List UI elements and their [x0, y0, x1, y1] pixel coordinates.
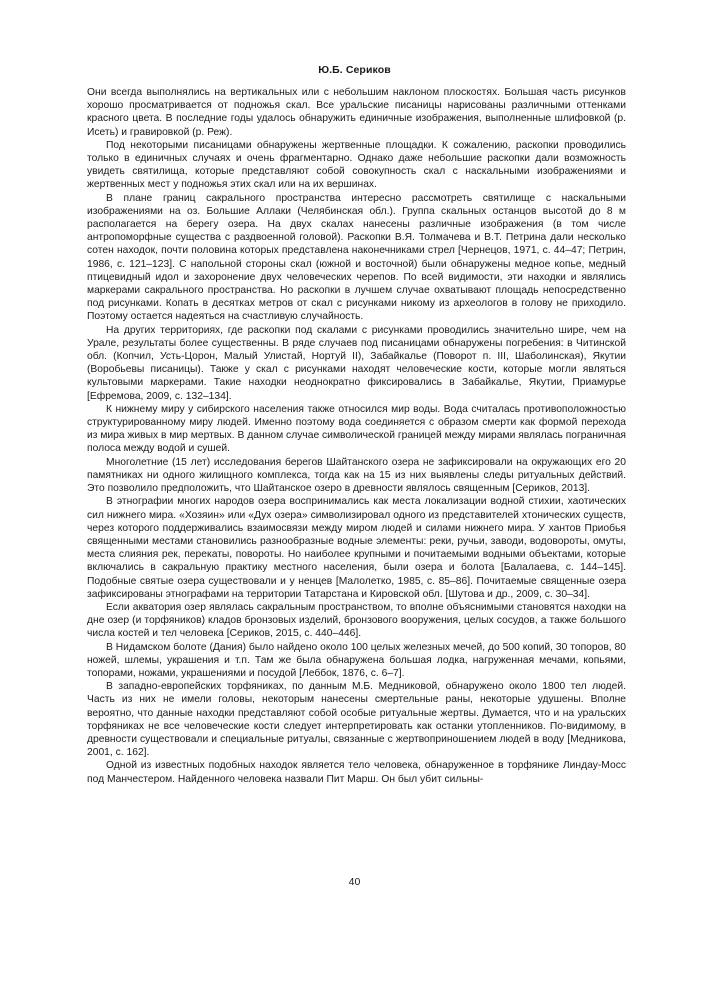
paragraph: В плане границ сакрального пространства интересно рассмотреть святилище с наскальными изображениями на оз. Большие Аллаки (Челябинская обл.). Группа скальных останцов высотой до 8 м располагается на берегу озера. На двух скалах нанесены различные изображения (в том числе антропоморфные существа с раздвоенной головой). Раскопки В.Я. Толмачева и В.Т. Петрина дали несколько сотен находок, почти половина которых представлена наконечниками стрел [Чернецов, 1971, с. 44–47; Петрин, 1986, с. 121–123]. С напольной стороны скал (южной и восточной) были обнаружены медное копье, медный птицевидный идол и захоронение двух человеческих черепов. По всей видимости, эти находки и являлись маркерами сакрального пространства. Но раскопки в лучшем случае охватывают площадь непосредственно под рисунками. Копать в десятках метров от скал с рисунками никому из археологов в голову не приходило. Поэтому остается надеяться на счастливую случайность.: [87, 192, 626, 323]
paragraph: В этнографии многих народов озера воспринимались как места локализации водной стихии, хаотических сил нижнего мира. «Хозяин» или «Дух озера» символизировал одного из представителей хтонических существ, через которого поддерживались взаимосвязи между миром людей и силами нижнего мира. У хантов Приобья священными местами становились разнообразные водные элементы: реки, ручьи, заводи, водовороты, омуты, места слияния рек, перекаты, повороты. Но наиболее крупными и почитаемыми водными объектами, которые включались в сакральную практику местного населения, были озера и болота [Балалаева, с. 144–145]. Подобные святые озера существовали и у ненцев [Малолетко, 1985, с. 85–86]. Почитаемые священные озера зафиксированы этнографами на территории Татарстана и Кировской обл. [Шутова и др., 2009, с. 30–34].: [87, 496, 626, 600]
paragraph: К нижнему миру у сибирского населения также относился мир воды. Вода считалась противоположностью структурированному миру людей. Именно поэтому вода соединяется с образом смерти как формой перехода из мира живых в мир мертвых. В данном случае символической границей между мирами являлась пограничная полоса между водой и сушей.: [87, 403, 626, 455]
paragraph: В Нидамском болоте (Дания) было найдено около 100 целых железных мечей, до 500 копий, 30 топоров, 80 ножей, шлемы, украшения и т.п. Там же была обнаружена большая лодка, нагруженная мечами, копьями, топорами, ножами, украшениями и посудой [Леббок, 1876, с. 6–7].: [87, 641, 626, 679]
paragraph: Если акватория озер являлась сакральным пространством, то вполне объяснимыми становятся находки на дне озер (и торфяников) кладов бронзовых изделий, бронзового вооружения, целых сосудов, а также большого числа костей и тел человека [Сериков, 2015, с. 440–446].: [87, 601, 626, 640]
page-number: 40: [348, 876, 361, 888]
paragraph: В западно-европейских торфяниках, по данным М.Б. Медниковой, обнаружено около 1800 тел людей. Часть из них не имели головы, некоторым нанесены смертельные раны, некоторые удушены. Вполне вероятно, что данные находки представляют собой особые ритуальные жертвы. Думается, что и на уральских торфяниках не все человеческие кости следует интерпретировать как останки утопленников. По-видимому, в древности существовали и специальные ритуалы, связанные с жертвоприношением людей в воду [Медникова, 2001, с. 162].: [87, 681, 626, 759]
paragraph: Одной из известных подобных находок является тело человека, обнаруженное в торфянике Линдау-Мосс под Манчестером. Найденного человека назвали Пит Марш. Он был убит сильны-: [87, 760, 626, 785]
running-head: Ю.Б. Сериков: [318, 64, 391, 76]
paragraph: Под некоторыми писаницами обнаружены жертвенные площадки. К сожалению, раскопки проводились только в единичных случаях и очень фрагментарно. Однако даже небольшие раскопки дали возможность увидеть святилища, которые представляют собой совокупность скал с наскальными изображениями и жертвенных мест у подножья этих скал или на их вершинах.: [87, 139, 626, 191]
paragraph: Они всегда выполнялись на вертикальных или с небольшим наклоном плоскостях. Большая часть рисунков хорошо просматривается от подножья скал. Все уральские писаницы нарисованы различными оттенками красного цвета. В последние годы удалось обнаружить единичные изображения, выполненные шлифовкой (р. Исеть) и гравировкой (р. Реж).: [87, 87, 626, 138]
paragraph: На других территориях, где раскопки под скалами с рисунками проводились значительно шире, чем на Урале, результаты более существенны. В ряде случаев под писаницами обнаружены погребения: в Читинской обл. (Копчил, Усть-Цорон, Малый Улистай, Нортуй II), Забайкалье (Поворот п. III, Шаболинская), Якутии (Воробьевы писаницы). Также у скал с рисунками находят человеческие кости, которые могли являться культовыми маркерами. Такие находки неоднократно фиксировались в Забайкалье, Якутии, Приамурье [Ефремова, 2009, с. 132–134].: [87, 324, 626, 402]
paragraph: Многолетние (15 лет) исследования берегов Шайтанского озера не зафиксировали на окружающих его 20 памятниках ни одного жилищного комплекса, тогда как на 15 из них выявлены следы ритуальных действий. Это позволило предположить, что Шайтанское озеро в древности являлось священным [Сериков, 2013].: [87, 456, 626, 495]
body-text: [87, 86, 626, 786]
